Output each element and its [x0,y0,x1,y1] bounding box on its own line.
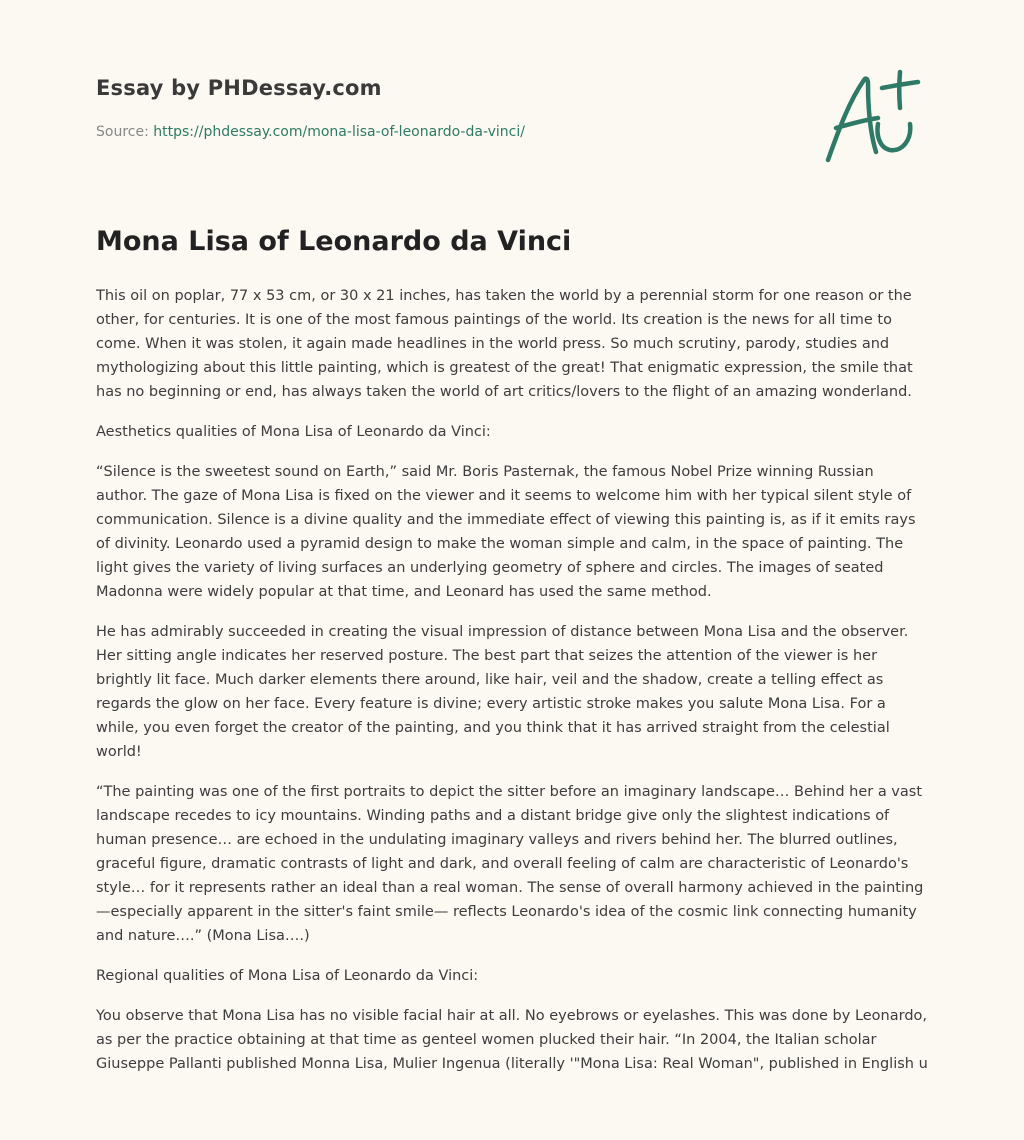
source-label: Source: [96,124,149,140]
paragraph: You observe that Mona Lisa has no visible facial hair at all. No eyebrows or eyelashes. This was done by Leonardo, as per the practice obtaining at that time as genteel women plucked their hair. “In 2004, the Italian scholar Giuseppe Pallanti published Monna Lisa, Mulier Ingenua (literally '"Mona Lisa: Real Woman", published in English u [96,1008,928,1072]
essay-body [96,284,928,1124]
source-line [96,124,525,140]
paragraph: “Silence is the sweetest sound on Earth,” said Mr. Boris Pasternak, the famous Nobel Prize winning Russian author. The gaze of Mona Lisa is fixed on the viewer and it seems to welcome him with her typical silent style of communication. Silence is a divine quality and the immediate effect of viewing this painting is, as if it emits rays of divinity. Leonardo used a pyramid design to make the woman simple and calm, in the space of painting. The light gives the variety of living surfaces an underlying geometry of sphere and circles. The images of seated Madonna were widely popular at that time, and Leonard has used the same method. [96,464,916,600]
paragraph: He has admirably succeeded in creating the visual impression of distance between Mona Lisa and the observer. Her sitting angle indicates her reserved posture. The best part that seizes the attention of the viewer is her brightly lit face. Much darker elements there around, like hair, veil and the shadow, create a telling effect as regards the glow on her face. Every feature is divine; every artistic stroke makes you salute Mona Lisa. For a while, you even forget the creator of the painting, and you think that it has arrived straight from the celestial world! [96,624,909,760]
paragraph: This oil on poplar, 77 x 53 cm, or 30 x 21 inches, has taken the world by a perennial storm for one reason or the other, for centuries. It is one of the most famous paintings of the world. Its creation is the news for all time to come. When it was stolen, it again made headlines in the world press. So much scrutiny, parody, studies and mythologizing about this little painting, which is greatest of the great! That enigmatic expression, the smile that has no beginning or end, has always taken the world of art critics/lovers to the flight of an amazing wonderland. [96,288,913,400]
section-heading: Aesthetics qualities of Mona Lisa of Leonardo da Vinci: [96,424,491,440]
a-plus-logo-icon [820,66,930,166]
essay-title: Mona Lisa of Leonardo da Vinci [96,226,572,257]
site-title: Essay by PHDessay.com [96,76,382,100]
paragraph: “The painting was one of the first portraits to depict the sitter before an imaginary landscape… Behind her a vast landscape recedes to icy mountains. Winding paths and a distant bridge give only the slightest indications of human presence… are echoed in the undulating imaginary valleys and rivers behind her. The blurred outlines, graceful figure, dramatic contrasts of light and dark, and overall feeling of calm are characteristic of Leonardo's style… for it represents rather an ideal than a real woman. The sense of overall harmony achieved in the painting—especially apparent in the sitter's faint smile— reflects Leonardo's idea of the cosmic link connecting humanity and nature….” (Mona Lisa….) [96,784,924,944]
section-heading: Regional qualities of Mona Lisa of Leonardo da Vinci: [96,968,479,984]
source-link[interactable]: https://phdessay.com/mona-lisa-of-leonardo-da-vinci/ [153,124,525,140]
